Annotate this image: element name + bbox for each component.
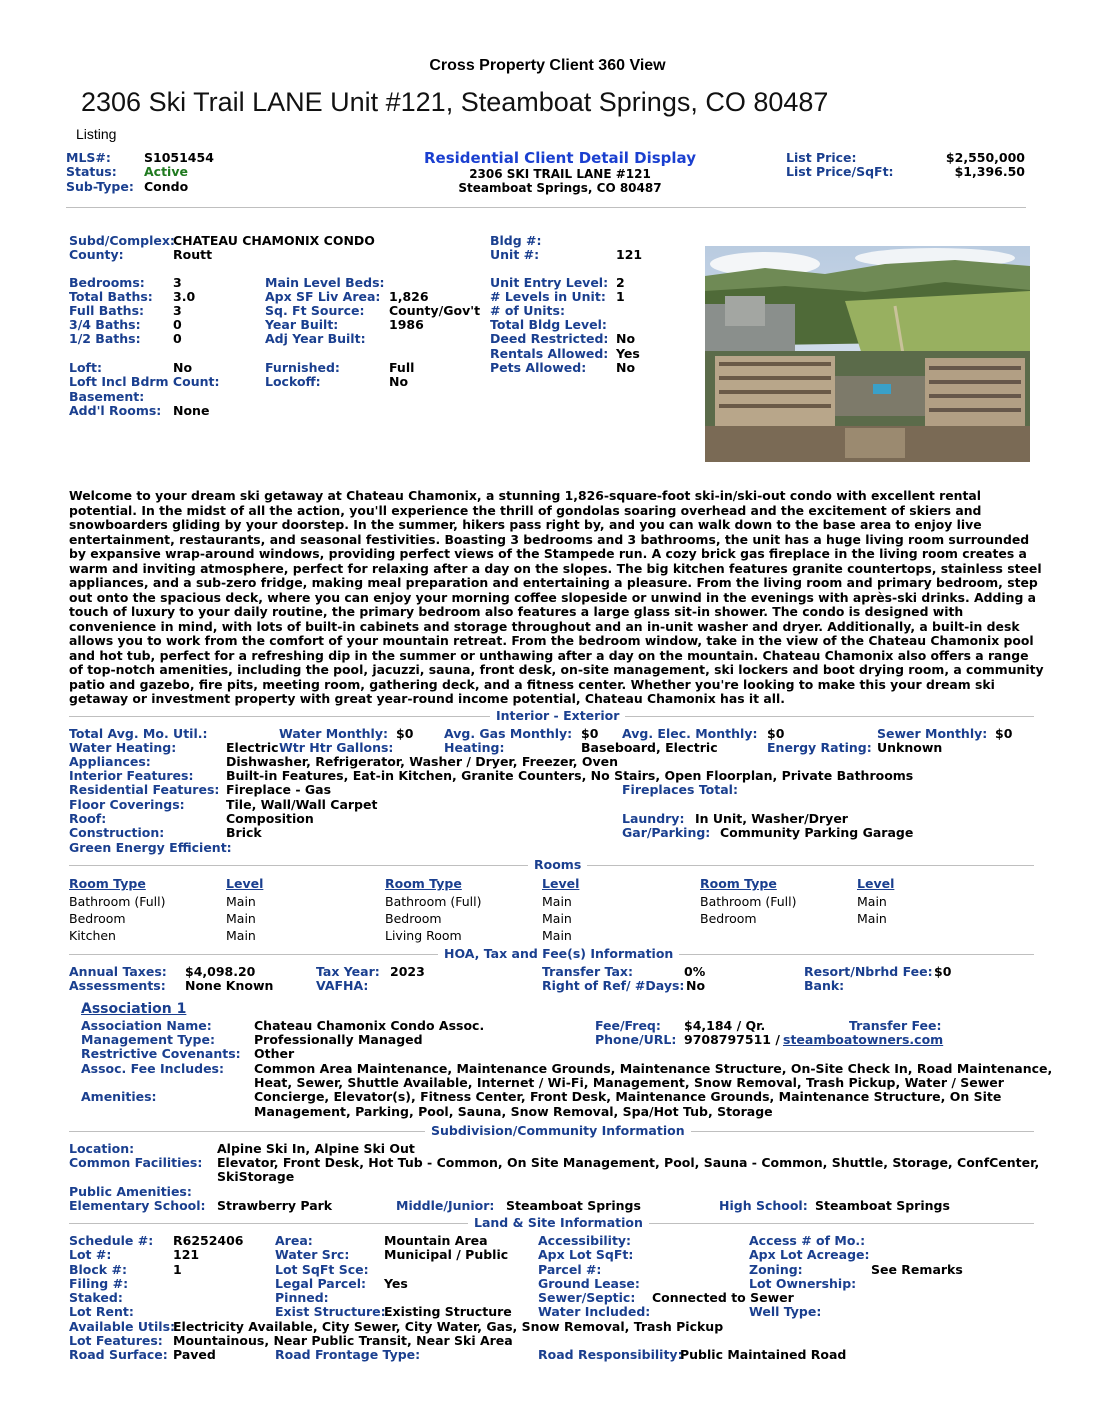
- loft-label: Loft:: [69, 360, 102, 375]
- vafha-label: VAFHA:: [316, 978, 369, 993]
- legal-parcel-label: Legal Parcel:: [275, 1276, 367, 1291]
- util-label: Total Avg. Mo. Util.:: [69, 726, 208, 741]
- legal-parcel-value: Yes: [384, 1276, 408, 1291]
- water-monthly-label: Water Monthly:: [279, 726, 388, 741]
- water-src-value: Municipal / Public: [384, 1247, 509, 1262]
- transfer-tax-value: 0%: [684, 964, 706, 979]
- sqft-source-value: County/Gov't: [389, 303, 481, 318]
- sewer-septic-label: Sewer/Septic:: [538, 1290, 636, 1305]
- amenities-value: Concierge, Elevator(s), Fitness Center, Front Desk, Maintenance Grounds, Maintenance Structure, On Site: [254, 1089, 1002, 1104]
- room-level: Main: [226, 894, 256, 909]
- list-price-label: List Price:: [786, 150, 857, 165]
- year-built-label: Year Built:: [265, 317, 339, 332]
- full-baths-label: Full Baths:: [69, 303, 145, 318]
- bank-label: Bank:: [804, 978, 845, 993]
- residential-features-value: Fireplace - Gas: [226, 782, 332, 797]
- loft-bdrm-label: Loft Incl Bdrm Count:: [69, 374, 220, 389]
- water-monthly-value: $0: [396, 726, 414, 741]
- total-baths-value: 3.0: [173, 289, 196, 304]
- room-level: Main: [542, 894, 572, 909]
- page-title: Cross Property Client 360 View: [429, 57, 666, 74]
- room-type: Bedroom: [385, 911, 442, 926]
- phone-url-label: Phone/URL:: [595, 1032, 677, 1047]
- ppsf-label: List Price/SqFt:: [786, 164, 894, 179]
- sqft-label: Apx SF Liv Area:: [265, 289, 381, 304]
- fee-freq-label: Fee/Freq:: [595, 1018, 661, 1033]
- room-type: Bathroom (Full): [700, 894, 797, 909]
- public-amenities-label: Public Amenities:: [69, 1184, 192, 1199]
- location-value: Alpine Ski In, Alpine Ski Out: [217, 1141, 415, 1156]
- construction-label: Construction:: [69, 825, 165, 840]
- subtype-value: Condo: [144, 179, 189, 194]
- staked-label: Staked:: [69, 1290, 123, 1305]
- sewer-monthly-value: $0: [995, 726, 1013, 741]
- common-facilities-value-cont: SkiStorage: [217, 1169, 295, 1184]
- water-heating-value: Electric: [226, 740, 279, 755]
- room-level: Main: [226, 911, 256, 926]
- common-facilities-value: Elevator, Front Desk, Hot Tub - Common, On Site Management, Pool, Sauna - Common, Shuttle, Storage, ConfCenter,: [217, 1155, 1040, 1170]
- interior-features-value: Built-in Features, Eat-in Kitchen, Granite Counters, No Stairs, Open Floorplan, Private Bathrooms: [226, 768, 914, 783]
- lot-label: Lot #:: [69, 1247, 112, 1262]
- accessibility-label: Accessibility:: [538, 1233, 632, 1248]
- residential-features-label: Residential Features:: [69, 782, 220, 797]
- hoa-section-title: HOA, Tax and Fee(s) Information: [438, 946, 679, 961]
- amenities-value-cont: Management, Parking, Pool, Sauna, Snow Removal, Spa/Hot Tub, Storage: [254, 1104, 773, 1119]
- zoning-label: Zoning:: [749, 1262, 803, 1277]
- mls-value: S1051454: [144, 150, 214, 165]
- ppsf-value: $1,396.50: [954, 164, 1025, 179]
- water-heating-label: Water Heating:: [69, 740, 177, 755]
- exist-structure-value: Existing Structure: [384, 1304, 512, 1319]
- room-type-header: Room Type: [69, 876, 146, 891]
- elec-monthly-value: $0: [767, 726, 785, 741]
- wtr-gallons-label: Wtr Htr Gallons:: [279, 740, 394, 755]
- utils-value: Electricity Available, City Sewer, City Water, Gas, Snow Removal, Trash Pickup: [173, 1319, 724, 1334]
- assessments-label: Assessments:: [69, 978, 166, 993]
- entry-level-value: 2: [616, 275, 625, 290]
- sewer-septic-value: Connected to Sewer: [652, 1290, 794, 1305]
- unit-label: Unit #:: [490, 247, 540, 262]
- taxes-label: Annual Taxes:: [69, 964, 167, 979]
- roof-value: Composition: [226, 811, 314, 826]
- property-address: 2306 Ski Trail LANE Unit #121, Steamboat Springs, CO 80487: [81, 87, 829, 117]
- list-price-value: $2,550,000: [945, 150, 1025, 165]
- full-baths-value: 3: [173, 303, 182, 318]
- header-divider: [66, 207, 1026, 208]
- phone-value: 9708797511 /: [684, 1032, 780, 1047]
- tax-year-label: Tax Year:: [316, 964, 380, 979]
- exist-structure-label: Exist Structure:: [275, 1304, 386, 1319]
- room-level: Main: [226, 928, 256, 943]
- amenities-label: Amenities:: [81, 1089, 157, 1104]
- mgmt-type-value: Professionally Managed: [254, 1032, 423, 1047]
- gas-monthly-value: $0: [581, 726, 599, 741]
- room-level: Main: [857, 911, 887, 926]
- half-baths-label: 1/2 Baths:: [69, 331, 141, 346]
- area-label: Area:: [275, 1233, 313, 1248]
- pinned-label: Pinned:: [275, 1290, 329, 1305]
- covenants-label: Restrictive Covenants:: [81, 1046, 241, 1061]
- road-responsibility-label: Road Responsibility:: [538, 1347, 683, 1362]
- filing-label: Filing #:: [69, 1276, 129, 1291]
- property-remarks: Welcome to your dream ski getaway at Chateau Chamonix, a stunning 1,826-square-foot ski-in/ski-out condo with excellent rental potential. In the midst of all the action, you'll experience the thrill of gondolas soaring overhead and the excitement of skiers and snowboarders gliding by your doorstep. In the summer, hikers pass right by, and you can walk down to the base area to enjoy live entertainment, restaurants, and seasonal festivities. Boasting 3 bedrooms and 3 bathrooms, the unit has a huge living room surrounded by expansive wrap-around windows, providing perfect views of the Stampede run. A cozy brick gas fireplace in the living room creates a warm and inviting atmosphere, perfect for relaxing after a day on the slopes. The big kitchen features granite countertops, stainless steel appliances, and a sub-zero fridge, making meal preparation and entertaining a pleasure. From the living room and primary bedroom, step out onto the spacious deck, where you can enjoy your morning coffee slopeside or unwind in the evenings with après-ski drinks. Adding a touch of luxury to your daily routine, the primary bedroom also features a large glass sit-in shower. The condo is designed with convenience in mind, with lots of built-in cabinets and storage throughout and an in-unit washer and dryer. Additionally, a built-in desk allows you to work from the comfort of your mountain retreat. From the bedroom window, take in the view of the Chateau Chamonix pool and hot tub, perfect for a refreshing dip in the summer or unthawing after a day on the mountain. Chateau Chamonix also offers a range of top-notch amenities, including the pool, jacuzzi, sauna, front desk, on-site management, ski lockers and boot drying room, a community patio and gazebo, fire pits, meeting room, gathering deck, and a fitness center. Whether you're looking to make this your dream ski getaway or investment property with great year-round income potential, Chateau Chamonix has it all.: [69, 488, 1044, 706]
- room-type: Kitchen: [69, 928, 116, 943]
- energy-rating-label: Energy Rating:: [767, 740, 872, 755]
- unit-value: 121: [616, 247, 643, 262]
- levels-label: # Levels in Unit:: [490, 289, 606, 304]
- tax-year-value: 2023: [390, 964, 425, 979]
- fee-includes-label: Assoc. Fee Includes:: [81, 1061, 224, 1076]
- laundry-label: Laundry:: [622, 811, 685, 826]
- appliances-value: Dishwasher, Refrigerator, Washer / Dryer, Freezer, Oven: [226, 754, 619, 769]
- heating-label: Heating:: [444, 740, 505, 755]
- interior-features-label: Interior Features:: [69, 768, 194, 783]
- pets-label: Pets Allowed:: [490, 360, 587, 375]
- floor-coverings-label: Floor Coverings:: [69, 797, 185, 812]
- elementary-label: Elementary School:: [69, 1198, 206, 1213]
- subd-value: CHATEAU CHAMONIX CONDO: [173, 233, 375, 248]
- block-label: Block #:: [69, 1262, 127, 1277]
- loft-value: No: [173, 360, 193, 375]
- lot-features-label: Lot Features:: [69, 1333, 163, 1348]
- fee-includes-value: Common Area Maintenance, Maintenance Grounds, Maintenance Structure, On-Site Check In, Road Maintenance,: [254, 1061, 1053, 1076]
- deed-label: Deed Restricted:: [490, 331, 609, 346]
- parking-label: Gar/Parking:: [622, 825, 711, 840]
- total-bldg-label: Total Bldg Level:: [490, 317, 607, 332]
- resort-fee-label: Resort/Nbrhd Fee:: [804, 964, 933, 979]
- middle-value: Steamboat Springs: [506, 1198, 641, 1213]
- half-baths-value: 0: [173, 331, 182, 346]
- entry-level-label: Unit Entry Level:: [490, 275, 609, 290]
- total-baths-label: Total Baths:: [69, 289, 153, 304]
- assoc-name-label: Association Name:: [81, 1018, 212, 1033]
- common-facilities-label: Common Facilities:: [69, 1155, 203, 1170]
- addl-rooms-value: None: [173, 403, 210, 418]
- gas-monthly-label: Avg. Gas Monthly:: [444, 726, 573, 741]
- association-title: Association 1: [81, 1001, 187, 1017]
- display-street: 2306 SKI TRAIL LANE #121: [469, 167, 651, 181]
- transfer-fee-label: Transfer Fee:: [849, 1018, 942, 1033]
- bedrooms-value: 3: [173, 275, 182, 290]
- basement-label: Basement:: [69, 389, 145, 404]
- assessments-value: None Known: [185, 978, 274, 993]
- laundry-value: In Unit, Washer/Dryer: [695, 811, 848, 826]
- subtype-label: Sub-Type:: [66, 179, 134, 194]
- rofr-label: Right of Ref/ #Days:: [542, 978, 685, 993]
- community-section-title: Subdivision/Community Information: [425, 1123, 691, 1138]
- water-included-label: Water Included:: [538, 1304, 651, 1319]
- rofr-value: No: [686, 978, 706, 993]
- units-label: # of Units:: [490, 303, 565, 318]
- deed-value: No: [616, 331, 636, 346]
- floor-coverings-value: Tile, Wall/Wall Carpet: [226, 797, 378, 812]
- zoning-value: See Remarks: [871, 1262, 963, 1277]
- room-level: Main: [857, 894, 887, 909]
- bldg-label: Bldg #:: [490, 233, 542, 248]
- lot-rent-label: Lot Rent:: [69, 1304, 134, 1319]
- status-value: Active: [144, 164, 188, 179]
- high-school-label: High School:: [719, 1198, 808, 1213]
- room-level: Main: [542, 928, 572, 943]
- adj-year-label: Adj Year Built:: [265, 331, 366, 346]
- resort-fee-value: $0: [934, 964, 952, 979]
- heating-value: Baseboard, Electric: [581, 740, 718, 755]
- road-responsibility-value: Public Maintained Road: [680, 1347, 847, 1362]
- display-title: Residential Client Detail Display: [424, 149, 696, 167]
- land-section-title: Land & Site Information: [468, 1215, 649, 1230]
- room-type: Bedroom: [700, 911, 757, 926]
- year-built-value: 1986: [389, 317, 424, 332]
- property-photo: [705, 246, 1030, 462]
- schedule-label: Schedule #:: [69, 1233, 154, 1248]
- access-months-label: Access # of Mo.:: [749, 1233, 866, 1248]
- room-type: Bedroom: [69, 911, 126, 926]
- levels-value: 1: [616, 289, 625, 304]
- rooms-section-title: Rooms: [528, 857, 587, 872]
- road-frontage-label: Road Frontage Type:: [275, 1347, 421, 1362]
- lot-features-value: Mountainous, Near Public Transit, Near Ski Area: [173, 1333, 513, 1348]
- room-type: Living Room: [385, 928, 462, 943]
- room-type: Bathroom (Full): [69, 894, 166, 909]
- transfer-tax-label: Transfer Tax:: [542, 964, 633, 979]
- elec-monthly-label: Avg. Elec. Monthly:: [622, 726, 758, 741]
- listing-label: Listing: [76, 126, 117, 142]
- subd-label: Subd/Complex:: [69, 233, 175, 248]
- three-quarter-baths-label: 3/4 Baths:: [69, 317, 141, 332]
- energy-rating-value: Unknown: [877, 740, 943, 755]
- rentals-value: Yes: [616, 346, 640, 361]
- road-surface-value: Paved: [173, 1347, 216, 1362]
- water-src-label: Water Src:: [275, 1247, 350, 1262]
- pets-value: No: [616, 360, 636, 375]
- assoc-name-value: Chateau Chamonix Condo Assoc.: [254, 1018, 485, 1033]
- fee-includes-value-cont: Heat, Sewer, Shuttle Available, Internet / Wi-Fi, Management, Snow Removal, Trash Pickup, Water / Sewer: [254, 1075, 1004, 1090]
- lot-sqft-source-label: Lot SqFt Sce:: [275, 1262, 369, 1277]
- county-label: County:: [69, 247, 124, 262]
- three-quarter-baths-value: 0: [173, 317, 182, 332]
- association-url-link[interactable]: steamboatowners.com: [783, 1032, 944, 1047]
- room-type: Bathroom (Full): [385, 894, 482, 909]
- parcel-label: Parcel #:: [538, 1262, 602, 1277]
- sqft-source-label: Sq. Ft Source:: [265, 303, 365, 318]
- location-label: Location:: [69, 1141, 135, 1156]
- construction-value: Brick: [226, 825, 262, 840]
- utils-label: Available Utils:: [69, 1319, 176, 1334]
- room-level-header: Level: [542, 876, 580, 891]
- lot-acreage-label: Apx Lot Acreage:: [749, 1247, 870, 1262]
- area-value: Mountain Area: [384, 1233, 488, 1248]
- rentals-label: Rentals Allowed:: [490, 346, 609, 361]
- furnished-value: Full: [389, 360, 415, 375]
- main-beds-label: Main Level Beds:: [265, 275, 385, 290]
- room-level-header: Level: [857, 876, 895, 891]
- taxes-value: $4,098.20: [185, 964, 256, 979]
- road-surface-label: Road Surface:: [69, 1347, 168, 1362]
- room-level-header: Level: [226, 876, 264, 891]
- mls-label: MLS#:: [66, 150, 111, 165]
- high-school-value: Steamboat Springs: [815, 1198, 950, 1213]
- well-type-label: Well Type:: [749, 1304, 822, 1319]
- middle-label: Middle/Junior:: [396, 1198, 495, 1213]
- fireplaces-total-label: Fireplaces Total:: [622, 782, 738, 797]
- block-value: 1: [173, 1262, 182, 1277]
- display-city: Steamboat Springs, CO 80487: [458, 181, 662, 195]
- sewer-monthly-label: Sewer Monthly:: [877, 726, 988, 741]
- covenants-value: Other: [254, 1046, 295, 1061]
- status-label: Status:: [66, 164, 117, 179]
- lot-sqft-label: Apx Lot SqFt:: [538, 1247, 634, 1262]
- ground-lease-label: Ground Lease:: [538, 1276, 640, 1291]
- fee-freq-value: $4,184 / Qr.: [684, 1018, 766, 1033]
- roof-label: Roof:: [69, 811, 107, 826]
- lockoff-value: No: [389, 374, 409, 389]
- mgmt-type-label: Management Type:: [81, 1032, 215, 1047]
- interior-section-title: Interior - Exterior: [490, 708, 625, 723]
- addl-rooms-label: Add'l Rooms:: [69, 403, 162, 418]
- county-value: Routt: [173, 247, 213, 262]
- room-type-header: Room Type: [385, 876, 462, 891]
- room-type-header: Room Type: [700, 876, 777, 891]
- furnished-label: Furnished:: [265, 360, 340, 375]
- elementary-value: Strawberry Park: [217, 1198, 333, 1213]
- room-level: Main: [542, 911, 572, 926]
- lot-value: 121: [173, 1247, 200, 1262]
- lockoff-label: Lockoff:: [265, 374, 321, 389]
- green-energy-label: Green Energy Efficient:: [69, 840, 232, 855]
- lot-ownership-label: Lot Ownership:: [749, 1276, 857, 1291]
- appliances-label: Appliances:: [69, 754, 151, 769]
- parking-value: Community Parking Garage: [720, 825, 914, 840]
- bedrooms-label: Bedrooms:: [69, 275, 145, 290]
- sqft-value: 1,826: [389, 289, 429, 304]
- schedule-value: R6252406: [173, 1233, 244, 1248]
